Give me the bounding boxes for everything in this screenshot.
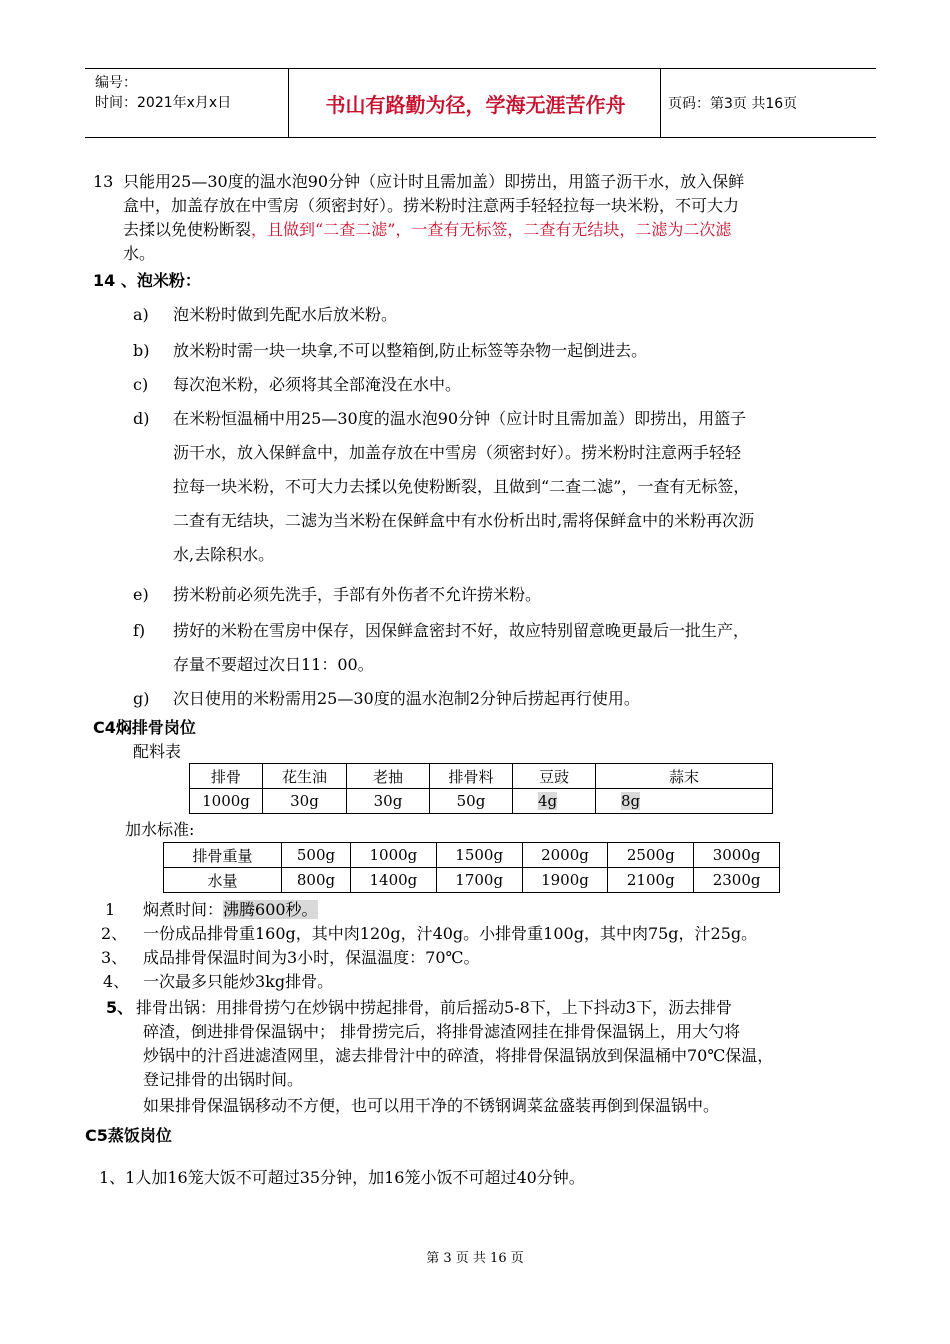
table-cell: 1000g bbox=[351, 843, 437, 868]
number-label: 编号： bbox=[95, 75, 137, 91]
table-cell: 3000g bbox=[694, 843, 780, 868]
table-cell: 排骨重量 bbox=[164, 843, 282, 868]
table-cell: 豆豉 bbox=[513, 764, 596, 789]
list-item-letter: a) bbox=[133, 305, 149, 324]
item13-text-highlight: ，且做到“二查二滤”，一查有无标签，二查有无结块，二滤为二次滤 bbox=[251, 220, 732, 239]
water-label: 加水标准: bbox=[125, 820, 195, 839]
list-item-line: 次日使用的米粉需用25—30度的温水泡制2分钟后捞起再行使用。 bbox=[173, 689, 640, 708]
header-meta bbox=[95, 73, 231, 113]
list-item-line: 泡米粉时做到先配水后放米粉。 bbox=[173, 305, 398, 324]
point-number: 2、 bbox=[101, 924, 128, 943]
header-motto: 书山有路勤为径，学海无涯苦作舟 bbox=[325, 92, 626, 117]
table-cell: 1400g bbox=[351, 868, 437, 893]
point-number: 1 bbox=[105, 900, 116, 919]
point-text-a: 焖煮时间： bbox=[143, 900, 224, 919]
table-cell: 排骨料 bbox=[430, 764, 513, 789]
table-cell: 2500g bbox=[608, 843, 694, 868]
item13-line: 只能用25—30度的温水泡90分钟（应计时且需加盖）即捞出，用篮子沥干水，放入保鲜 bbox=[123, 172, 745, 191]
page-footer: 第 3 页 共 16 页 bbox=[426, 1251, 524, 1266]
list-item-line: 捞好的米粉在雪房中保存，因保鲜盒密封不好，故应特别留意晚更最后一批生产， bbox=[173, 621, 750, 640]
point5-line: 排骨出锅：用排骨捞勺在炒锅中捞起排骨，前后摇动5-8下，上下抖动3下，沥去排骨 bbox=[136, 998, 732, 1017]
table-row bbox=[190, 764, 773, 789]
list-item-letter: b) bbox=[133, 341, 150, 360]
table-cell: 花生油 bbox=[263, 764, 347, 789]
table-cell: 老抽 bbox=[347, 764, 430, 789]
section-title: 14 、泡米粉： bbox=[93, 271, 201, 290]
item13-number: 13 bbox=[93, 172, 114, 191]
table-row bbox=[164, 843, 780, 868]
item13-text: 去揉以免使粉断裂 bbox=[123, 220, 252, 239]
list-item-letter: e) bbox=[133, 585, 149, 604]
table-cell: 2300g bbox=[694, 868, 780, 893]
list-item-letter: g) bbox=[133, 689, 150, 708]
table-cell: 1700g bbox=[436, 868, 522, 893]
list-item-letter: f) bbox=[133, 621, 146, 640]
header-page-info: 页码：第3页 共16页 bbox=[668, 96, 798, 112]
point-number: 3、 bbox=[101, 948, 128, 967]
table-cell: 30g bbox=[263, 789, 347, 814]
table-cell: 1900g bbox=[522, 868, 608, 893]
table-cell: 水量 bbox=[164, 868, 282, 893]
point5-line: 如果排骨保温锅移动不方便，也可以用干净的不锈钢调菜盆盛装再倒到保温锅中。 bbox=[143, 1096, 720, 1115]
point-text: 一份成品排骨重160g，其中肉120g，汁40g。小排骨重100g，其中肉75g，汁25g。 bbox=[143, 924, 758, 943]
list-item-letter: c) bbox=[133, 375, 149, 394]
point-text: 一次最多只能炒3kg排骨。 bbox=[143, 972, 334, 991]
point5-line: 碎渣，倒进排骨保温锅中； 排骨捞完后，将排骨滤渣网挂在排骨保温锅上，用大勺将 bbox=[143, 1022, 741, 1041]
table-cell: 800g bbox=[282, 868, 351, 893]
table-cell bbox=[513, 789, 596, 814]
list-item-line: 捞米粉前必须先洗手，手部有外伤者不允许捞米粉。 bbox=[173, 585, 542, 604]
point5-line: 登记排骨的出锅时间。 bbox=[143, 1070, 304, 1089]
section-title: C4焖排骨岗位 bbox=[93, 718, 196, 737]
list-item-line: 放米粉时需一块一块拿,不可以整箱倒,防止标签等杂物一起倒进去。 bbox=[173, 341, 648, 360]
table-cell: 1500g bbox=[436, 843, 522, 868]
item13-line bbox=[123, 218, 731, 242]
list-item-line: 水,去除积水。 bbox=[173, 545, 275, 564]
item13-line: 水。 bbox=[123, 244, 156, 263]
table-cell: 2100g bbox=[608, 868, 694, 893]
section-title: C5蒸饭岗位 bbox=[85, 1126, 172, 1145]
item13-line: 盒中，加盖存放在中雪房（须密封好）。捞米粉时注意两手轻轻拉每一块米粉，不可大力 bbox=[123, 196, 740, 215]
point-text: 成品排骨保温时间为3小时，保温温度：70℃。 bbox=[143, 948, 480, 967]
point-number: 4、 bbox=[103, 972, 130, 991]
time-label: 时间：2021年x月x日 bbox=[95, 95, 232, 111]
table-cell: 30g bbox=[347, 789, 430, 814]
c5-line: 1、1人加16笼大饭不可超过35分钟，加16笼小饭不可超过40分钟。 bbox=[99, 1168, 585, 1187]
table-cell bbox=[596, 789, 773, 814]
recipe-label: 配料表 bbox=[133, 742, 182, 761]
table-cell: 2000g bbox=[522, 843, 608, 868]
highlighted-value: 8g bbox=[621, 792, 641, 810]
list-item-line: 拉每一块米粉，不可大力去揉以免使粉断裂，且做到“二查二滤”，一查有无标签， bbox=[173, 477, 750, 496]
point5-line: 炒锅中的汁舀进滤渣网里，滤去排骨汁中的碎渣，将排骨保温锅放到保温桶中70℃保温， bbox=[143, 1046, 774, 1065]
list-item-line: 沥干水，放入保鲜盒中，加盖存放在中雪房（须密封好）。捞米粉时注意两手轻轻 bbox=[173, 443, 742, 462]
list-item-line: 存量不要超过次日11：00。 bbox=[173, 655, 374, 674]
point-number: 5、 bbox=[106, 998, 134, 1017]
page-header bbox=[85, 68, 876, 138]
list-item-line: 每次泡米粉，必须将其全部淹没在水中。 bbox=[173, 375, 462, 394]
water-table bbox=[163, 842, 780, 893]
list-item-line: 在米粉恒温桶中用25—30度的温水泡90分钟（应计时且需加盖）即捞出，用篮子 bbox=[173, 409, 747, 428]
list-item-letter: d) bbox=[133, 409, 150, 428]
table-cell: 500g bbox=[282, 843, 351, 868]
table-cell: 50g bbox=[430, 789, 513, 814]
list-item-line: 二查有无结块，二滤为当米粉在保鲜盒中有水份析出时,需将保鲜盒中的米粉再次沥 bbox=[173, 511, 755, 530]
recipe-table bbox=[189, 763, 773, 814]
table-cell: 排骨 bbox=[190, 764, 263, 789]
table-cell: 蒜末 bbox=[596, 764, 773, 789]
point-text bbox=[143, 898, 318, 922]
point-text-highlight: 沸腾600秒。 bbox=[223, 900, 318, 919]
table-row bbox=[164, 868, 780, 893]
highlighted-value: 4g bbox=[538, 792, 558, 810]
table-cell: 1000g bbox=[190, 789, 263, 814]
table-row bbox=[190, 789, 773, 814]
